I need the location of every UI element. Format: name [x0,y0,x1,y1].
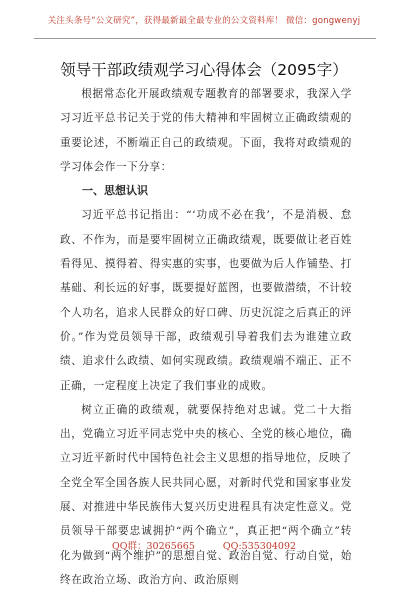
header-divider [34,38,376,39]
footer-contact [0,538,408,552]
body-paragraph: 树立正确的政绩观，就要保持绝对忠诚。党二十大指出，党确立习近平同志党中央的核心、全党的核心地位，确立习近平新时代中国特色社会主义思想的指导地位，反映了全党全军全国各族人民共同心愿，对新时代党和国家事业发展、对推进中华民族伟大复兴历史进程具有决定性意义。党员领导干部要忠诚拥护“两个确立”，真正把“两个确立”转化为做到“两个维护”的思想自觉、政治自觉、行动自觉，始终在政治立场、政治方向、政治原则 [60,403,352,586]
intro-paragraph: 根据常态化开展政绩观专题教育的部署要求，我深入学习习近平总书记关于党的伟大精神和牢固树立正确政绩观的重要论述，不断端正自己的政绩观。下面，我将对政绩观的学习体会作一下分享： [60,88,352,173]
section-heading: 一、思想认识 [82,184,148,198]
document-title: 领导干部政绩观学习心得体会（2095字） [60,61,348,79]
footer-qq-group: QQ群：30265665 [111,541,195,552]
footer-qq: QQ:535304092 [222,541,297,552]
header-banner: 关注头条号“公文研究”，获得最新最全最专业的公文资料库！ 微信：gongwenyj [47,16,361,26]
document-body [60,82,352,592]
body-paragraph: 习近平总书记指出：“‘功成不必在我’，不是消极、怠政、不作为，而是要牢固树立正确政绩观，既要做让老百姓看得见、摸得着、得实惠的实事，也要做为后人作铺垫、打基础、利长远的好事，既要提好蓝图，也要做潜绩，不计较个人功名，追求人民群众的好口碑、历史沉淀之后真正的评价。”作为党员领导干部，政绩观引导着我们去为谁建立政绩、追求什么政绩、如何实现政绩。政绩观端不端正、正不正确，一定程度上决定了我们事业的成败。 [60,209,352,392]
